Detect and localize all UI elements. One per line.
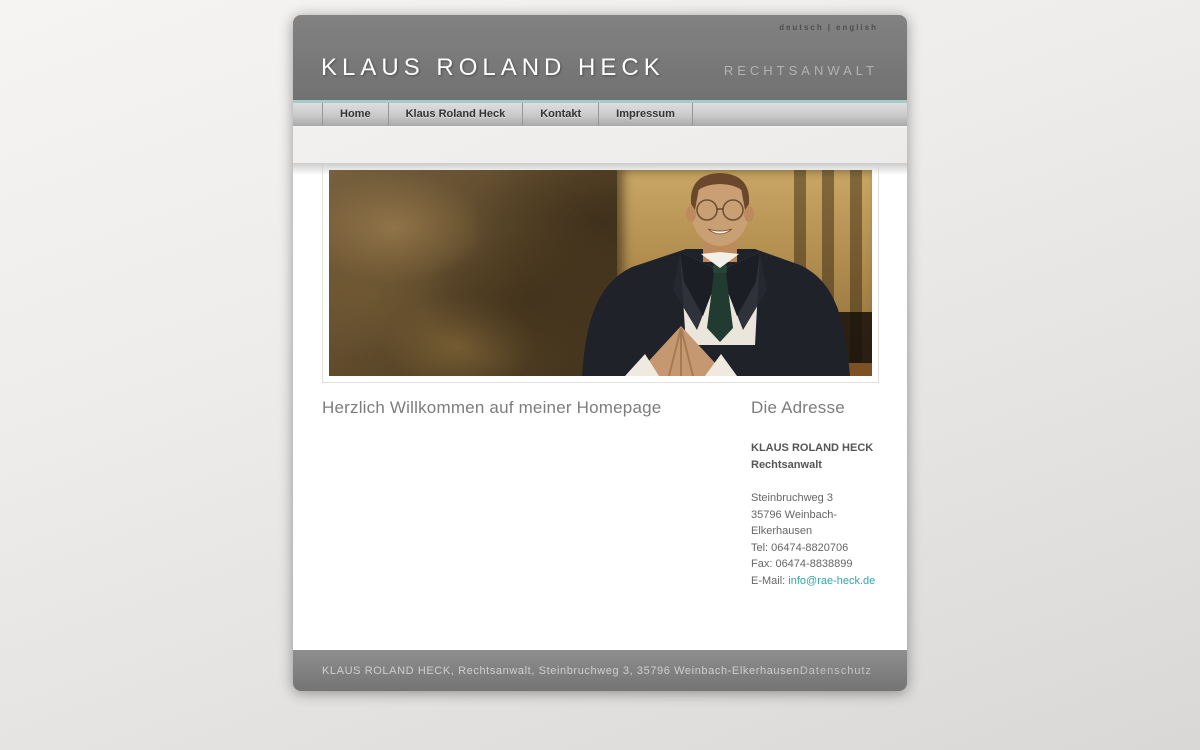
site-footer: [293, 650, 907, 691]
lawyer-portrait-photo: [329, 170, 872, 376]
nav-item-home[interactable]: Home: [322, 103, 388, 126]
footer-address-text: KLAUS ROLAND HECK, Rechtsanwalt, Steinbruchweg 3, 35796 Weinbach-Elkerhausen: [322, 664, 800, 677]
person-illustration: [329, 170, 872, 376]
language-separator: |: [827, 23, 832, 32]
site-subtitle: RECHTSANWALT: [723, 63, 878, 78]
nav-item-impressum[interactable]: Impressum: [598, 103, 693, 126]
address-street: Steinbruchweg 3: [751, 492, 833, 504]
site-title: KLAUS ROLAND HECK: [321, 54, 665, 81]
address-spacer: [751, 473, 879, 490]
site-header: [293, 15, 907, 100]
address-email-line: [751, 573, 879, 590]
address-city: 35796 Weinbach-Elkerhausen: [751, 508, 838, 537]
address-block: [751, 440, 879, 589]
address-name: KLAUS ROLAND HECK: [751, 442, 874, 454]
welcome-heading: Herzlich Willkommen auf meiner Homepage: [322, 398, 662, 417]
portrait-photo-frame: [322, 163, 879, 383]
address-heading: Die Adresse: [751, 398, 845, 417]
welcome-column: [322, 398, 751, 589]
address-fax: Fax: 06474-8838899: [751, 558, 853, 570]
site-container: [293, 15, 907, 691]
language-switcher: [321, 23, 878, 32]
content-area: [293, 163, 907, 650]
privacy-link[interactable]: Datenschutz: [799, 664, 872, 677]
address-tel: Tel: 06474-8820706: [751, 541, 849, 554]
nav-item-kontakt[interactable]: Kontakt: [522, 103, 598, 126]
nav-item-klaus-roland-heck[interactable]: Klaus Roland Heck: [388, 103, 523, 126]
address-column: [751, 398, 879, 589]
language-link-english[interactable]: english: [835, 23, 878, 32]
address-job-title: Rechtsanwalt: [751, 458, 822, 471]
email-link[interactable]: info@rae-heck.de: [788, 574, 876, 587]
main-navigation: [293, 103, 907, 128]
language-link-deutsch[interactable]: deutsch: [779, 23, 824, 32]
email-label: E-Mail:: [751, 574, 786, 587]
